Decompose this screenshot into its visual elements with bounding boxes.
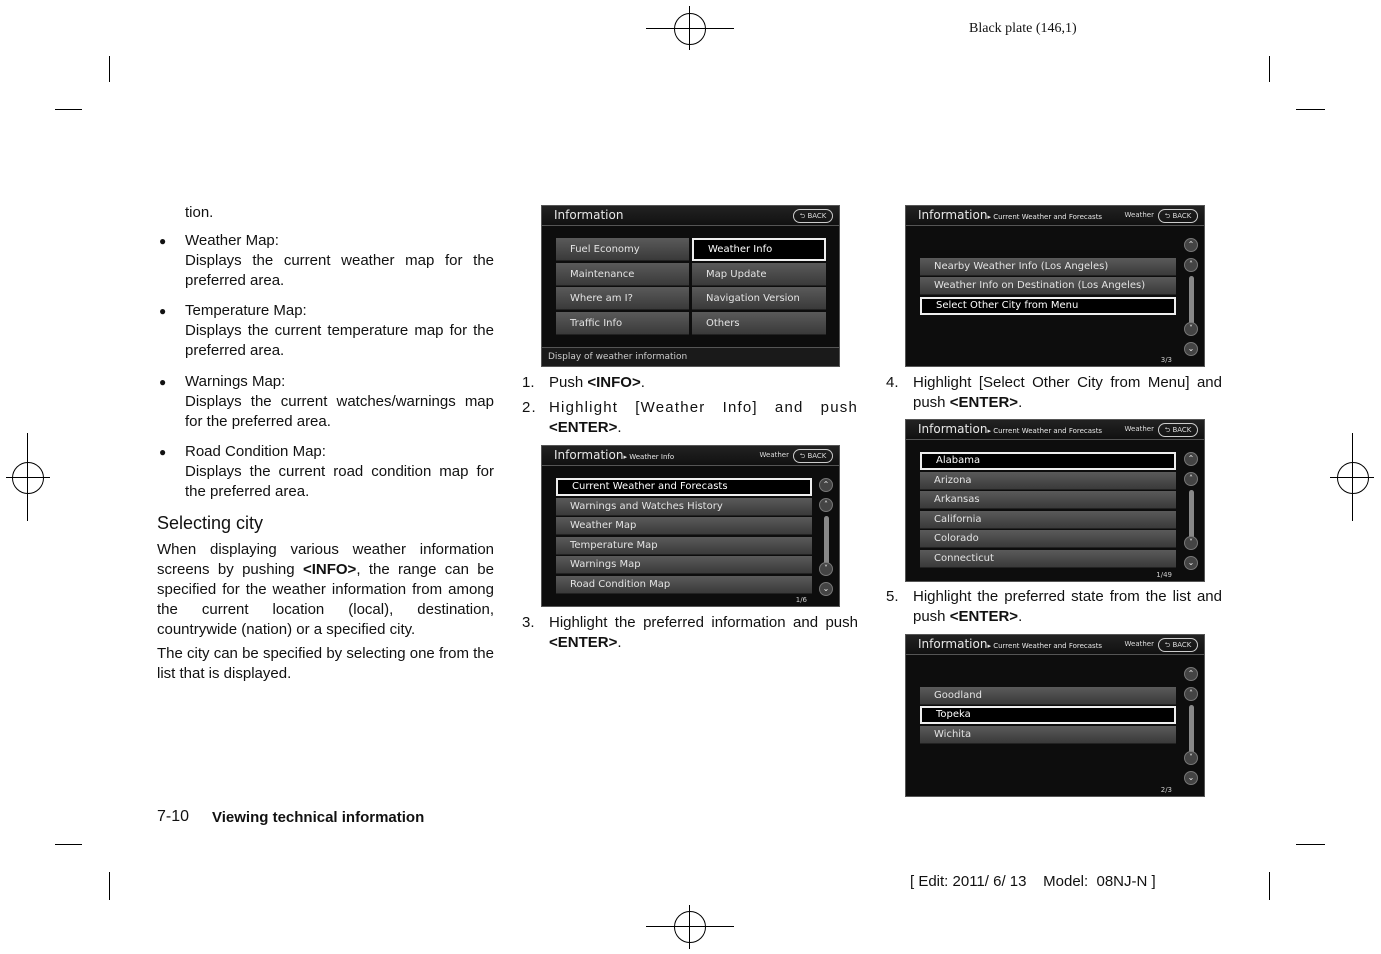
- scroll-up-icon[interactable]: ˄: [1184, 472, 1198, 486]
- list-item[interactable]: Weather Info on Destination (Los Angeles): [920, 277, 1176, 295]
- list-item[interactable]: Warnings Map: [556, 556, 812, 574]
- menu-item[interactable]: Where am I?: [556, 287, 689, 310]
- page-down-icon[interactable]: ⌄: [1184, 342, 1198, 356]
- scrollbar[interactable]: [824, 516, 829, 566]
- back-button[interactable]: ⮌ BACK: [793, 209, 833, 223]
- plate-label: Black plate (146,1): [969, 21, 1077, 36]
- list-item[interactable]: Nearby Weather Info (Los Angeles): [920, 258, 1176, 276]
- back-button[interactable]: ⮌ BACK: [1158, 638, 1198, 652]
- scroll-up-icon[interactable]: ˄: [1184, 687, 1198, 701]
- scroll-down-icon[interactable]: ˅: [1184, 751, 1198, 765]
- step-2: 2. Highlight [Weather Info] and push <ENTER>.: [522, 399, 858, 436]
- screen-title: Information▸ Weather Info: [554, 448, 675, 462]
- step-1: 1. Push <INFO>.: [522, 374, 645, 391]
- bullet-item: ● Road Condition Map: Displays the current road condition map for the preferred area.: [159, 443, 494, 500]
- page-up-icon[interactable]: ⌃: [819, 478, 833, 492]
- menu-item[interactable]: Traffic Info: [556, 312, 689, 335]
- section-heading: Selecting city: [157, 513, 264, 533]
- page-up-icon[interactable]: ⌃: [1184, 667, 1198, 681]
- breadcrumb: ▸ Current Weather and Forecasts: [987, 213, 1103, 221]
- page-down-icon[interactable]: ⌄: [1184, 556, 1198, 570]
- crop-mark: [1269, 56, 1270, 82]
- page-down-icon[interactable]: ⌄: [1184, 771, 1198, 785]
- crop-mark: [1296, 844, 1325, 845]
- scrollbar[interactable]: [1189, 705, 1194, 755]
- list-item[interactable]: Select Other City from Menu: [920, 297, 1176, 315]
- page-indicator: 3/3: [1160, 356, 1172, 364]
- registration-mark: [674, 911, 706, 943]
- list-item[interactable]: Goodland: [920, 687, 1176, 705]
- back-button[interactable]: ⮌ BACK: [1158, 423, 1198, 437]
- screen-current-weather: [905, 205, 1205, 367]
- weather-label: Weather: [1124, 211, 1154, 219]
- crop-mark: [109, 56, 110, 82]
- scroll-up-icon[interactable]: ˄: [819, 498, 833, 512]
- list-item[interactable]: Current Weather and Forecasts: [556, 478, 812, 496]
- menu-item[interactable]: Fuel Economy: [556, 238, 689, 261]
- list-item[interactable]: Connecticut: [920, 550, 1176, 568]
- page-indicator: 2/3: [1160, 786, 1172, 794]
- list-item[interactable]: Wichita: [920, 726, 1176, 744]
- menu-item[interactable]: Map Update: [692, 263, 826, 286]
- list-item[interactable]: Temperature Map: [556, 537, 812, 555]
- list-item[interactable]: Weather Map: [556, 517, 812, 535]
- scrollbar[interactable]: [1189, 276, 1194, 326]
- back-button[interactable]: ⮌ BACK: [1158, 209, 1198, 223]
- list-item[interactable]: Colorado: [920, 530, 1176, 548]
- screen-information-menu: [541, 205, 840, 367]
- breadcrumb: ▸ Weather Info: [623, 453, 675, 461]
- weather-label: Weather: [1124, 425, 1154, 433]
- screen-title: Information▸ Current Weather and Forecasts: [918, 422, 1103, 436]
- paragraph: When displaying various weather information screens by pushing <INFO>, the range can be specified for the weather information from among the current location (local), destination, countrywide (nation) or a specified city.: [157, 541, 494, 638]
- bullet-item: ● Warnings Map: Displays the current watches/warnings map for the preferred area.: [159, 373, 494, 430]
- screen-state-list: [905, 419, 1205, 582]
- continued-text: tion.: [185, 204, 214, 221]
- page-up-icon[interactable]: ⌃: [1184, 452, 1198, 466]
- step-4: 4. Highlight [Select Other City from Menu] and push <ENTER>.: [886, 374, 1222, 411]
- screen-weather-info: [541, 445, 840, 607]
- bullet-icon: ●: [159, 304, 167, 318]
- screen-title: Information: [554, 208, 624, 222]
- menu-item[interactable]: Navigation Version: [692, 287, 826, 310]
- scroll-down-icon[interactable]: ˅: [1184, 536, 1198, 550]
- list-item[interactable]: Warnings and Watches History: [556, 498, 812, 516]
- crop-mark: [55, 844, 82, 845]
- back-button[interactable]: ⮌ BACK: [793, 449, 833, 463]
- screen-title: Information▸ Current Weather and Forecasts: [918, 637, 1103, 651]
- bullet-icon: ●: [159, 445, 167, 459]
- page-number: 7-10: [157, 808, 190, 825]
- crop-mark: [109, 872, 110, 900]
- bullet-item: ● Weather Map: Displays the current weather map for the preferred area.: [159, 232, 494, 289]
- section-title: Viewing technical information: [212, 809, 425, 826]
- crop-mark: [55, 109, 82, 110]
- screen-title: Information▸ Current Weather and Forecasts: [918, 208, 1103, 222]
- bullet-icon: ●: [159, 375, 167, 389]
- crop-mark: [1269, 872, 1270, 900]
- screen-city-list: [905, 634, 1205, 797]
- breadcrumb: ▸ Current Weather and Forecasts: [987, 642, 1103, 650]
- weather-label: Weather: [1124, 640, 1154, 648]
- menu-item[interactable]: Maintenance: [556, 263, 689, 286]
- list-item[interactable]: Arizona: [920, 472, 1176, 490]
- edit-info: [ Edit: 2011/ 6/ 13 Model: 08NJ-N ]: [910, 873, 1156, 890]
- step-5: 5. Highlight the preferred state from the list and push <ENTER>.: [886, 588, 1222, 625]
- list-item[interactable]: Alabama: [920, 452, 1176, 470]
- registration-mark: [674, 13, 706, 45]
- crop-mark: [1296, 109, 1325, 110]
- weather-label: Weather: [759, 451, 789, 459]
- step-3: 3. Highlight the preferred information and push <ENTER>.: [522, 614, 858, 651]
- page-indicator: 1/6: [795, 596, 807, 604]
- page-down-icon[interactable]: ⌄: [819, 582, 833, 596]
- registration-mark: [1337, 462, 1369, 494]
- page-up-icon[interactable]: ⌃: [1184, 238, 1198, 252]
- paragraph: The city can be specified by selecting one from the list that is displayed.: [157, 645, 494, 682]
- registration-mark: [12, 462, 44, 494]
- scroll-down-icon[interactable]: ˅: [1184, 322, 1198, 336]
- scroll-up-icon[interactable]: ˄: [1184, 258, 1198, 272]
- list-item[interactable]: California: [920, 511, 1176, 529]
- scroll-down-icon[interactable]: ˅: [819, 562, 833, 576]
- screen-footer: Display of weather information: [542, 347, 839, 366]
- page-indicator: 1/49: [1156, 571, 1172, 579]
- scrollbar[interactable]: [1189, 490, 1194, 540]
- list-item[interactable]: Arkansas: [920, 491, 1176, 509]
- menu-item[interactable]: Weather Info: [692, 238, 826, 261]
- list-item[interactable]: Road Condition Map: [556, 576, 812, 594]
- bullet-item: ● Temperature Map: Displays the current temperature map for the preferred area.: [159, 302, 494, 359]
- breadcrumb: ▸ Current Weather and Forecasts: [987, 427, 1103, 435]
- list-item[interactable]: Topeka: [920, 706, 1176, 724]
- bullet-icon: ●: [159, 234, 167, 248]
- menu-item[interactable]: Others: [692, 312, 826, 335]
